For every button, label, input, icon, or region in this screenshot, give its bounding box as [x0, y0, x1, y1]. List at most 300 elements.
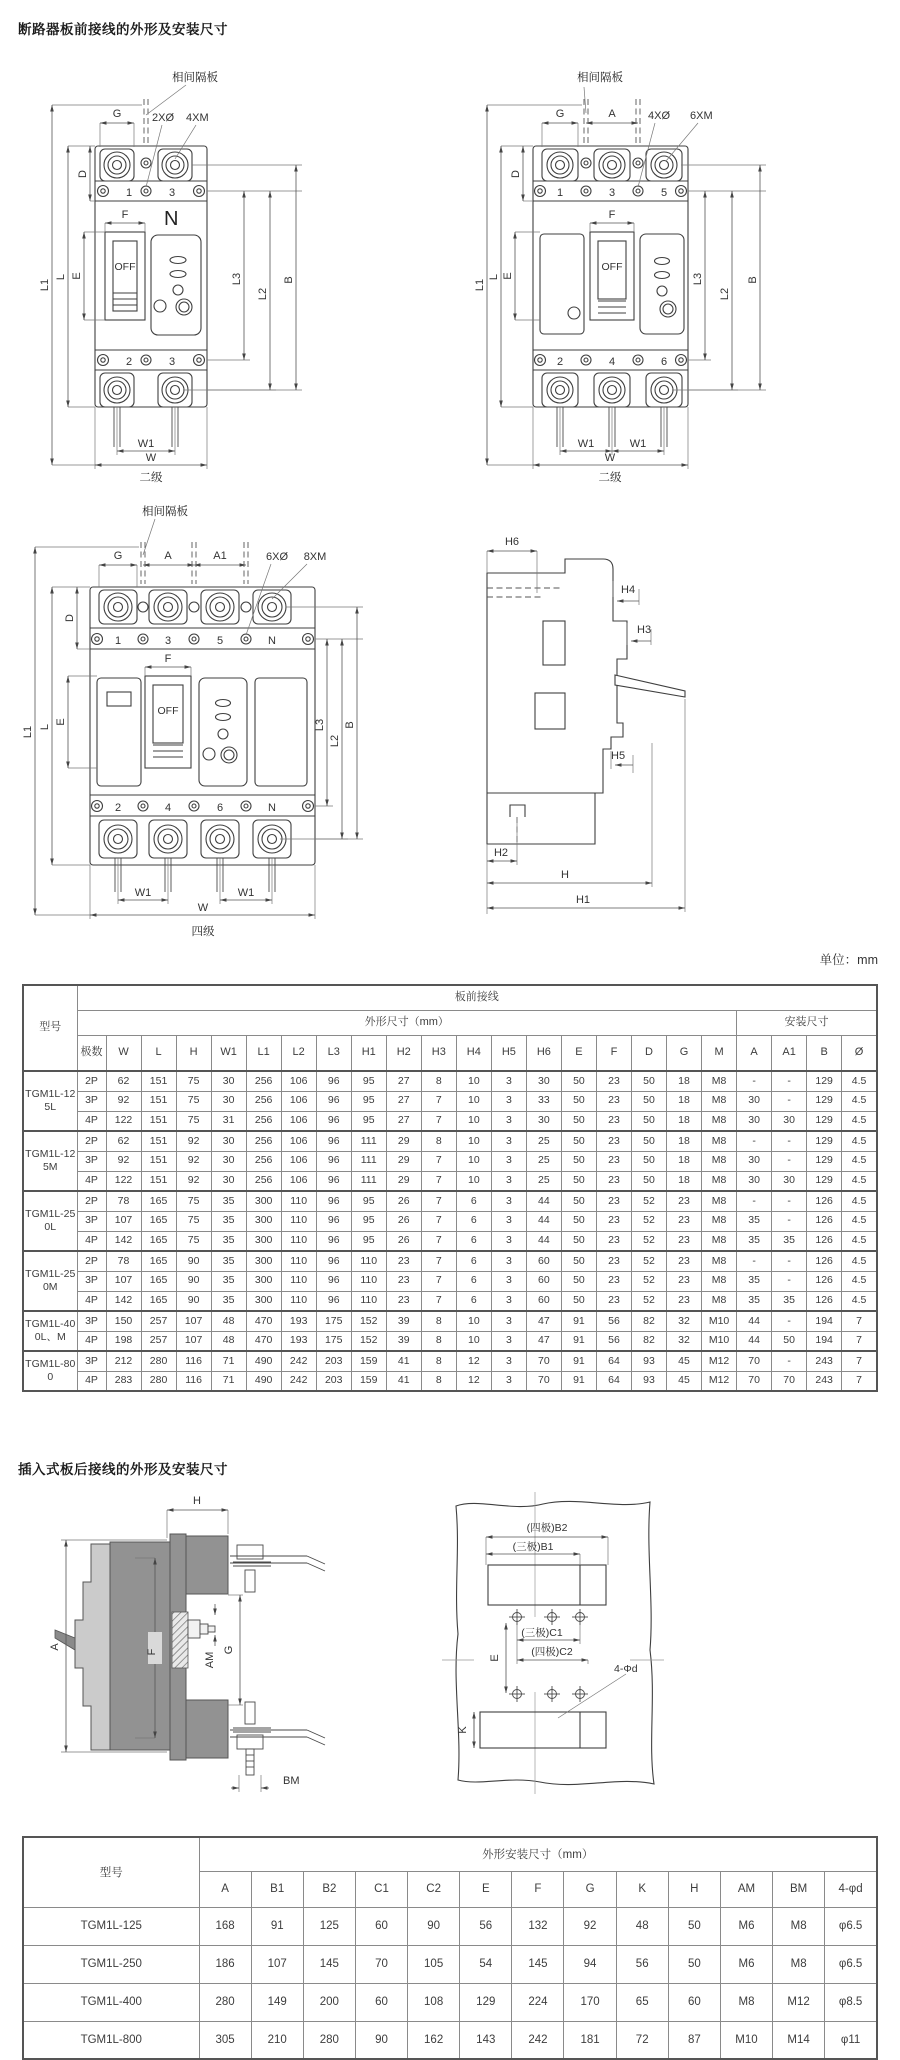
value-cell: 23: [596, 1231, 631, 1251]
value-cell: 23: [386, 1291, 421, 1311]
poles-cell: 2P: [77, 1131, 106, 1151]
model-name: TGM1L-250: [23, 1945, 199, 1983]
value-cell: 47: [526, 1311, 561, 1331]
col-header: B2: [303, 1871, 355, 1907]
value-cell: 203: [316, 1371, 351, 1391]
value-cell: 10: [456, 1131, 491, 1151]
col-header: H4: [456, 1035, 491, 1071]
value-cell: M8: [702, 1071, 737, 1091]
value-cell: 116: [176, 1351, 211, 1371]
value-cell: 107: [106, 1271, 141, 1291]
value-cell: 3: [491, 1171, 526, 1191]
dim-d: D: [64, 614, 76, 622]
value-cell: -: [772, 1071, 807, 1091]
section-title-rear: 插入式板后接线的外形及安装尺寸: [18, 1462, 228, 1477]
value-cell: 50: [561, 1291, 596, 1311]
value-cell: 32: [667, 1311, 702, 1331]
value-cell: 7: [421, 1091, 456, 1111]
value-cell: 71: [211, 1371, 246, 1391]
dim-b2-4pole: (四极)B2: [526, 1522, 568, 1534]
value-cell: 212: [106, 1351, 141, 1371]
value-cell: 50: [561, 1171, 596, 1191]
value-cell: -: [772, 1151, 807, 1171]
value-cell: 6: [456, 1271, 491, 1291]
value-cell: 4.5: [842, 1211, 877, 1231]
value-cell: 60: [526, 1271, 561, 1291]
terminal-3: 3: [608, 187, 616, 199]
value-cell: 490: [246, 1371, 281, 1391]
value-cell: 126: [807, 1291, 842, 1311]
front-view-2p-drawing: [38, 55, 360, 485]
value-cell: 96: [316, 1151, 351, 1171]
value-cell: 30: [737, 1151, 772, 1171]
dim-am: AM: [204, 1651, 216, 1669]
poles-cell: 3P: [77, 1151, 106, 1171]
table-row: [23, 1291, 877, 1311]
value-cell: 95: [351, 1071, 386, 1091]
value-cell: 35: [211, 1231, 246, 1251]
value-cell: 3: [491, 1191, 526, 1211]
side-view-drawing: [365, 493, 700, 953]
value-cell: 6: [456, 1231, 491, 1251]
value-cell: 31: [211, 1111, 246, 1131]
value-cell: 300: [246, 1231, 281, 1251]
model-col-header: 型号: [23, 1837, 199, 1907]
rear-table-body: [23, 1907, 877, 2059]
value-cell: 92: [106, 1151, 141, 1171]
dim-w1b: W1: [237, 887, 255, 899]
value-cell: 39: [386, 1311, 421, 1331]
value-cell: M8: [702, 1291, 737, 1311]
value-cell: M8: [702, 1211, 737, 1231]
value-cell: 29: [386, 1131, 421, 1151]
off-label: OFF: [157, 705, 179, 717]
dim-f: F: [121, 209, 129, 221]
terminal-2: 2: [125, 356, 133, 368]
table-row: [23, 1351, 877, 1371]
value-cell: -: [772, 1211, 807, 1231]
value-cell: 10: [456, 1091, 491, 1111]
front-view-4p-drawing: [15, 487, 370, 952]
dim-l1: L1: [39, 278, 51, 292]
poles-cell: 2P: [77, 1251, 106, 1271]
value-cell: 39: [386, 1331, 421, 1351]
value-cell: -: [772, 1311, 807, 1331]
value-cell: 60: [355, 1983, 407, 2021]
value-cell: 3: [491, 1111, 526, 1131]
value-cell: 70: [526, 1371, 561, 1391]
value-cell: 151: [141, 1131, 176, 1151]
dim-a: A: [49, 1643, 61, 1651]
poles-cell: 3P: [77, 1311, 106, 1331]
value-cell: 30: [211, 1131, 246, 1151]
value-cell: 12: [456, 1371, 491, 1391]
table-row: [23, 1331, 877, 1351]
col-header: B1: [251, 1871, 303, 1907]
col-header: W1: [211, 1035, 246, 1071]
dim-l3: L3: [314, 718, 326, 732]
table-row: [23, 1151, 877, 1171]
poles-cell: 4P: [77, 1171, 106, 1191]
terminal-3: 3: [164, 635, 172, 647]
table-row: [23, 1071, 877, 1091]
value-cell: φ11: [825, 2021, 877, 2059]
col-header: E: [561, 1035, 596, 1071]
col-header: F: [512, 1871, 564, 1907]
value-cell: 62: [106, 1131, 141, 1151]
value-cell: 4.5: [842, 1191, 877, 1211]
dim-b1-3pole: (三极)B1: [512, 1541, 554, 1553]
dim-l: L: [39, 723, 51, 731]
value-cell: 35: [211, 1191, 246, 1211]
value-cell: 300: [246, 1271, 281, 1291]
value-cell: 23: [596, 1151, 631, 1171]
value-cell: 210: [251, 2021, 303, 2059]
mounting-dims-header: 外形安装尺寸（mm）: [199, 1837, 877, 1871]
poles-cell: 2P: [77, 1191, 106, 1211]
dim-k: K: [457, 1726, 469, 1734]
value-cell: 3: [491, 1211, 526, 1231]
value-cell: 193: [281, 1311, 316, 1331]
value-cell: 10: [456, 1331, 491, 1351]
value-cell: 132: [512, 1907, 564, 1945]
dim-l2: L2: [257, 287, 269, 301]
dim-f: F: [146, 1648, 158, 1656]
model-name: TGM1L-400: [23, 1983, 199, 2021]
value-cell: M10: [720, 2021, 772, 2059]
value-cell: 50: [561, 1071, 596, 1091]
col-header: C2: [408, 1871, 460, 1907]
col-header: M: [702, 1035, 737, 1071]
rear-wiring-table: [22, 1836, 878, 2060]
table-row: [23, 1231, 877, 1251]
value-cell: M8: [702, 1091, 737, 1111]
table-row: [23, 1111, 877, 1131]
value-cell: 110: [351, 1271, 386, 1291]
value-cell: 18: [667, 1071, 702, 1091]
caption-poles: 二级: [598, 472, 622, 484]
value-cell: 93: [631, 1351, 666, 1371]
value-cell: 106: [281, 1111, 316, 1131]
front-wiring-header: 板前接线: [77, 985, 877, 1010]
terminal-1: 1: [114, 635, 122, 647]
value-cell: 165: [141, 1271, 176, 1291]
terminal-5: 5: [216, 635, 224, 647]
value-cell: 95: [351, 1231, 386, 1251]
value-cell: 4.5: [842, 1131, 877, 1151]
value-cell: 151: [141, 1171, 176, 1191]
value-cell: 82: [631, 1311, 666, 1331]
poles-cell: 3P: [77, 1351, 106, 1371]
value-cell: 110: [281, 1291, 316, 1311]
value-cell: 110: [281, 1191, 316, 1211]
terminal-6: 6: [660, 356, 668, 368]
value-cell: 30: [211, 1171, 246, 1191]
value-cell: 94: [564, 1945, 616, 1983]
value-cell: 126: [807, 1191, 842, 1211]
value-cell: 70: [737, 1371, 772, 1391]
value-cell: 194: [807, 1311, 842, 1331]
value-cell: 91: [561, 1371, 596, 1391]
value-cell: 175: [316, 1311, 351, 1331]
value-cell: 35: [211, 1291, 246, 1311]
col-header: K: [616, 1871, 668, 1907]
value-cell: 7: [421, 1271, 456, 1291]
value-cell: 50: [561, 1151, 596, 1171]
value-cell: 41: [386, 1351, 421, 1371]
value-cell: 45: [667, 1351, 702, 1371]
table-row: [23, 1371, 877, 1391]
dim-h2: H2: [493, 847, 509, 859]
value-cell: 4.5: [842, 1291, 877, 1311]
value-cell: -: [737, 1131, 772, 1151]
dim-h1: H1: [575, 894, 591, 906]
value-cell: 96: [316, 1291, 351, 1311]
value-cell: 3: [491, 1231, 526, 1251]
value-cell: 300: [246, 1211, 281, 1231]
value-cell: M14: [773, 2021, 825, 2059]
dim-e: E: [55, 718, 67, 726]
value-cell: 3: [491, 1131, 526, 1151]
value-cell: 26: [386, 1191, 421, 1211]
value-cell: 56: [616, 1945, 668, 1983]
value-cell: 30: [737, 1171, 772, 1191]
value-cell: 95: [351, 1091, 386, 1111]
hole-callout: 2XØ: [152, 112, 175, 124]
table-row: [23, 1311, 877, 1331]
section-title-front: 断路器板前接线的外形及安装尺寸: [18, 22, 228, 37]
col-header: H2: [386, 1035, 421, 1071]
dim-e: E: [489, 1654, 501, 1662]
value-cell: 7: [421, 1231, 456, 1251]
value-cell: 7: [842, 1311, 877, 1331]
dim-w1b: W1: [629, 438, 647, 450]
table-row: [23, 1211, 877, 1231]
value-cell: 3: [491, 1311, 526, 1331]
value-cell: 18: [667, 1131, 702, 1151]
value-cell: 152: [351, 1311, 386, 1331]
value-cell: 7: [421, 1111, 456, 1131]
model-name: TGM1L-125L: [23, 1071, 77, 1131]
value-cell: 107: [106, 1211, 141, 1231]
model-name: TGM1L-400L、M: [23, 1311, 77, 1351]
mounting-dims-header: 安装尺寸: [737, 1010, 877, 1035]
value-cell: 4.5: [842, 1171, 877, 1191]
value-cell: -: [772, 1191, 807, 1211]
value-cell: 23: [596, 1091, 631, 1111]
value-cell: 23: [596, 1211, 631, 1231]
dim-l3: L3: [231, 272, 243, 286]
dim-a: A: [608, 108, 616, 120]
value-cell: 52: [631, 1211, 666, 1231]
poles-cell: 2P: [77, 1071, 106, 1091]
value-cell: 30: [772, 1111, 807, 1131]
value-cell: M8: [773, 1907, 825, 1945]
value-cell: M10: [702, 1331, 737, 1351]
value-cell: 224: [512, 1983, 564, 2021]
value-cell: 106: [281, 1071, 316, 1091]
col-header: A1: [772, 1035, 807, 1071]
value-cell: 44: [526, 1191, 561, 1211]
col-header: F: [596, 1035, 631, 1071]
value-cell: 18: [667, 1151, 702, 1171]
col-header: H1: [351, 1035, 386, 1071]
terminal-4: 4: [164, 802, 172, 814]
value-cell: 35: [211, 1271, 246, 1291]
value-cell: M8: [702, 1271, 737, 1291]
col-header: H6: [526, 1035, 561, 1071]
dim-g: G: [223, 1645, 235, 1655]
value-cell: 18: [667, 1171, 702, 1191]
dim-phi-d: 4-Φd: [614, 1663, 638, 1675]
value-cell: -: [737, 1191, 772, 1211]
value-cell: 90: [176, 1291, 211, 1311]
value-cell: 203: [316, 1351, 351, 1371]
value-cell: 25: [526, 1151, 561, 1171]
col-header: D: [631, 1035, 666, 1071]
value-cell: 50: [631, 1131, 666, 1151]
value-cell: 8: [421, 1071, 456, 1091]
value-cell: 91: [561, 1311, 596, 1331]
value-cell: 47: [526, 1331, 561, 1351]
value-cell: 4.5: [842, 1151, 877, 1171]
model-name: TGM1L-250M: [23, 1251, 77, 1311]
dim-f: F: [608, 209, 616, 221]
value-cell: 23: [596, 1291, 631, 1311]
value-cell: 96: [316, 1231, 351, 1251]
poles-cell: 3P: [77, 1271, 106, 1291]
value-cell: 96: [316, 1071, 351, 1091]
value-cell: M12: [702, 1351, 737, 1371]
value-cell: 52: [631, 1291, 666, 1311]
value-cell: 108: [408, 1983, 460, 2021]
value-cell: 35: [737, 1211, 772, 1231]
value-cell: 44: [526, 1231, 561, 1251]
caption-poles: 四级: [191, 926, 215, 938]
value-cell: 23: [386, 1271, 421, 1291]
value-cell: 305: [199, 2021, 251, 2059]
value-cell: 35: [211, 1251, 246, 1271]
value-cell: 78: [106, 1191, 141, 1211]
value-cell: 45: [667, 1371, 702, 1391]
value-cell: φ8.5: [825, 1983, 877, 2021]
value-cell: 159: [351, 1371, 386, 1391]
value-cell: 50: [631, 1091, 666, 1111]
value-cell: 3: [491, 1371, 526, 1391]
value-cell: 122: [106, 1111, 141, 1131]
unit-note: 单位：mm: [819, 953, 878, 967]
value-cell: 142: [106, 1291, 141, 1311]
value-cell: 70: [355, 1945, 407, 1983]
value-cell: 60: [526, 1251, 561, 1271]
value-cell: 110: [281, 1231, 316, 1251]
dim-b: B: [344, 721, 356, 729]
dim-g: G: [113, 550, 123, 562]
dim-d: D: [77, 170, 89, 178]
dim-b: B: [747, 276, 759, 284]
value-cell: 30: [211, 1151, 246, 1171]
table-row: [23, 1983, 877, 2021]
value-cell: 96: [316, 1211, 351, 1231]
value-cell: 30: [211, 1091, 246, 1111]
col-header: H: [176, 1035, 211, 1071]
value-cell: 95: [351, 1111, 386, 1131]
value-cell: 129: [807, 1131, 842, 1151]
value-cell: 198: [106, 1331, 141, 1351]
value-cell: 18: [667, 1091, 702, 1111]
outline-dims-header: 外形尺寸（mm）: [77, 1010, 737, 1035]
value-cell: 10: [456, 1151, 491, 1171]
screw-callout: 6XM: [690, 110, 713, 122]
value-cell: 4.5: [842, 1251, 877, 1271]
caption-poles: 二级: [139, 472, 163, 484]
terminal-nb: N: [268, 802, 276, 814]
value-cell: 50: [561, 1271, 596, 1291]
value-cell: 92: [176, 1171, 211, 1191]
value-cell: 92: [176, 1131, 211, 1151]
value-cell: 165: [141, 1191, 176, 1211]
value-cell: 30: [526, 1071, 561, 1091]
value-cell: 256: [246, 1151, 281, 1171]
value-cell: 64: [596, 1371, 631, 1391]
value-cell: 50: [668, 1907, 720, 1945]
value-cell: 92: [564, 1907, 616, 1945]
value-cell: 75: [176, 1071, 211, 1091]
value-cell: 26: [386, 1231, 421, 1251]
terminal-n: N: [268, 635, 276, 647]
model-name: TGM1L-125M: [23, 1131, 77, 1191]
model-col-header: 型号: [23, 985, 77, 1071]
table-row: [23, 1945, 877, 1983]
value-cell: 152: [351, 1331, 386, 1351]
value-cell: 30: [737, 1111, 772, 1131]
value-cell: 65: [616, 1983, 668, 2021]
value-cell: M12: [773, 1983, 825, 2021]
value-cell: 44: [737, 1311, 772, 1331]
value-cell: 23: [386, 1251, 421, 1271]
value-cell: 105: [408, 1945, 460, 1983]
value-cell: M8: [702, 1231, 737, 1251]
value-cell: 3: [491, 1291, 526, 1311]
value-cell: 107: [176, 1311, 211, 1331]
value-cell: 23: [596, 1191, 631, 1211]
off-label: OFF: [114, 261, 136, 273]
value-cell: 111: [351, 1171, 386, 1191]
value-cell: 95: [351, 1191, 386, 1211]
col-header: G: [667, 1035, 702, 1071]
poles-cell: 4P: [77, 1371, 106, 1391]
table-row: [23, 1091, 877, 1111]
col-header: G: [564, 1871, 616, 1907]
value-cell: 30: [526, 1111, 561, 1131]
col-header: H: [668, 1871, 720, 1907]
value-cell: φ6.5: [825, 1907, 877, 1945]
value-cell: 107: [251, 1945, 303, 1983]
value-cell: 165: [141, 1211, 176, 1231]
dim-l3: L3: [692, 272, 704, 286]
poles-col-header: 极数: [77, 1035, 106, 1071]
value-cell: 283: [106, 1371, 141, 1391]
value-cell: 50: [631, 1151, 666, 1171]
col-header: W: [106, 1035, 141, 1071]
value-cell: 23: [667, 1291, 702, 1311]
col-header: C1: [355, 1871, 407, 1907]
value-cell: 10: [456, 1171, 491, 1191]
value-cell: 96: [316, 1091, 351, 1111]
value-cell: M8: [702, 1151, 737, 1171]
value-cell: 7: [842, 1371, 877, 1391]
value-cell: 23: [667, 1251, 702, 1271]
